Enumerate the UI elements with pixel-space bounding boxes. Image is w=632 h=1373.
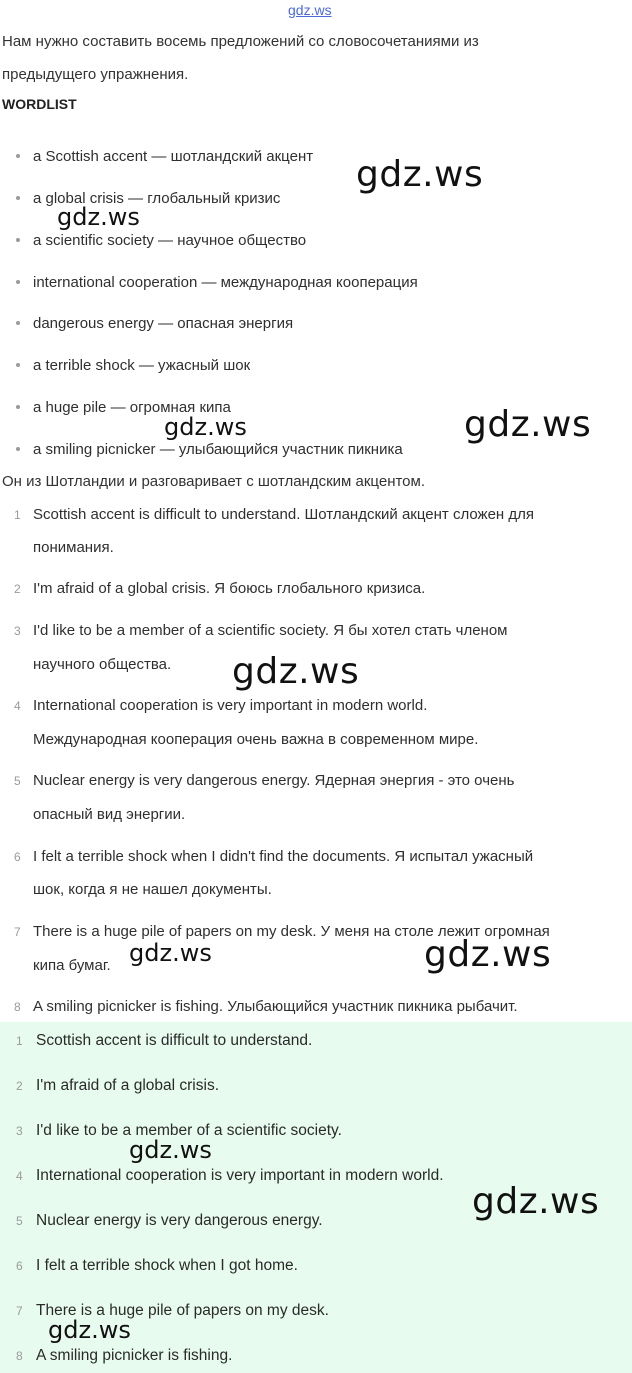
sentence-line: опасный вид энергии. xyxy=(33,806,186,823)
sentence-line: Nuclear energy is very dangerous energy. Ядерная энергия - это очень xyxy=(33,772,515,789)
watermark: gdz.ws xyxy=(424,934,552,975)
sentence-number: 3 xyxy=(14,624,21,638)
sentence-line: научного общества. xyxy=(33,656,172,673)
intro-line-2: предыдущего упражнения. xyxy=(2,66,189,83)
wordlist-item-text: a Scottish accent — шотландский акцент xyxy=(33,148,314,165)
bullet-icon xyxy=(16,447,20,451)
bullet-icon xyxy=(16,321,20,325)
wordlist-item xyxy=(16,148,313,165)
wordlist-item-text: a global crisis — глобальный кризис xyxy=(33,190,281,207)
wordlist-item xyxy=(16,441,403,458)
sentence-line: International cooperation is very important in modern world. xyxy=(33,697,428,714)
answer-number: 4 xyxy=(16,1169,23,1183)
watermark: gdz.ws xyxy=(356,154,484,195)
sentence-number: 1 xyxy=(14,508,21,522)
sentence-number: 2 xyxy=(14,582,21,596)
answer-number: 3 xyxy=(16,1124,23,1138)
wordlist-heading: WORDLIST xyxy=(2,96,77,112)
answer-number: 6 xyxy=(16,1259,23,1273)
answer-number: 8 xyxy=(16,1349,23,1363)
answer-text: There is a huge pile of papers on my desk. xyxy=(36,1302,329,1319)
answer-text: International cooperation is very important in modern world. xyxy=(36,1167,444,1184)
sentence-line: There is a huge pile of papers on my desk. У меня на столе лежит огромная xyxy=(33,923,550,940)
sentence-line: I'd like to be a member of a scientific society. Я бы хотел стать членом xyxy=(33,622,508,639)
answer-number: 7 xyxy=(16,1304,23,1318)
wordlist-item-text: a huge pile — огромная кипа xyxy=(33,399,231,416)
wordlist-item xyxy=(16,274,418,291)
answer-text: Nuclear energy is very dangerous energy. xyxy=(36,1212,323,1229)
watermark: gdz.ws xyxy=(472,1181,600,1222)
sentence-number: 4 xyxy=(14,699,21,713)
bullet-icon xyxy=(16,154,20,158)
answer-text: I'd like to be a member of a scientific society. xyxy=(36,1122,342,1139)
wordlist-item xyxy=(16,315,293,332)
sentence-line: Scottish accent is difficult to understand. Шотландский акцент сложен для xyxy=(33,506,534,523)
watermark: gdz.ws xyxy=(57,203,140,231)
sentence-number: 7 xyxy=(14,925,21,939)
sentence-number: 5 xyxy=(14,774,21,788)
wordlist-item-text: a terrible shock — ужасный шок xyxy=(33,357,251,374)
bullet-icon xyxy=(16,280,20,284)
sentence-number: 8 xyxy=(14,1000,21,1014)
wordlist-item-text: dangerous energy — опасная энергия xyxy=(33,315,294,332)
answer-text: A smiling picnicker is fishing. xyxy=(36,1347,233,1364)
sentence-number: 6 xyxy=(14,850,21,864)
answer-text: I'm afraid of a global crisis. xyxy=(36,1077,220,1094)
answer-number: 2 xyxy=(16,1079,23,1093)
sentence-line: A smiling picnicker is fishing. Улыбающийся участник пикника рыбачит. xyxy=(33,998,518,1015)
bullet-icon xyxy=(16,238,20,242)
watermark: gdz.ws xyxy=(464,404,592,445)
sentence-line: кипа бумаг. xyxy=(33,957,111,974)
wordlist-item-text: a scientific society — научное общество xyxy=(33,232,307,249)
wordlist-item xyxy=(16,232,306,249)
watermark: gdz.ws xyxy=(129,1136,212,1164)
watermark: gdz.ws xyxy=(129,939,212,967)
answer-text: Scottish accent is difficult to understand. xyxy=(36,1032,313,1049)
answer-text: I felt a terrible shock when I got home. xyxy=(36,1257,298,1274)
sentence-line: понимания. xyxy=(33,539,114,556)
watermark: gdz.ws xyxy=(164,413,247,441)
sentence-line: I'm afraid of a global crisis. Я боюсь глобального кризиса. xyxy=(33,580,426,597)
bullet-icon xyxy=(16,363,20,367)
wordlist-item xyxy=(16,357,250,374)
site-link[interactable]: gdz.ws xyxy=(288,2,332,18)
sentence-line: Международная кооперация очень важна в современном мире. xyxy=(33,731,479,748)
answer-number: 1 xyxy=(16,1034,23,1048)
wordlist-item-text: international cooperation — международная кооперация xyxy=(33,274,418,291)
wordlist-item xyxy=(16,190,280,207)
wordlist-item-text: a smiling picnicker — улыбающийся участник пикника xyxy=(33,441,403,458)
watermark: gdz.ws xyxy=(48,1316,131,1344)
watermark: gdz.ws xyxy=(232,651,360,692)
intro-line-1: Нам нужно составить восемь предложений со словосочетаниями из xyxy=(2,33,479,50)
answer-number: 5 xyxy=(16,1214,23,1228)
bullet-icon xyxy=(16,196,20,200)
bullet-icon xyxy=(16,405,20,409)
example-sentence: Он из Шотландии и разговаривает с шотландским акцентом. xyxy=(2,473,425,490)
sentence-line: шок, когда я не нашел документы. xyxy=(33,881,272,898)
sentence-line: I felt a terrible shock when I didn't find the documents. Я испытал ужасный xyxy=(33,848,534,865)
